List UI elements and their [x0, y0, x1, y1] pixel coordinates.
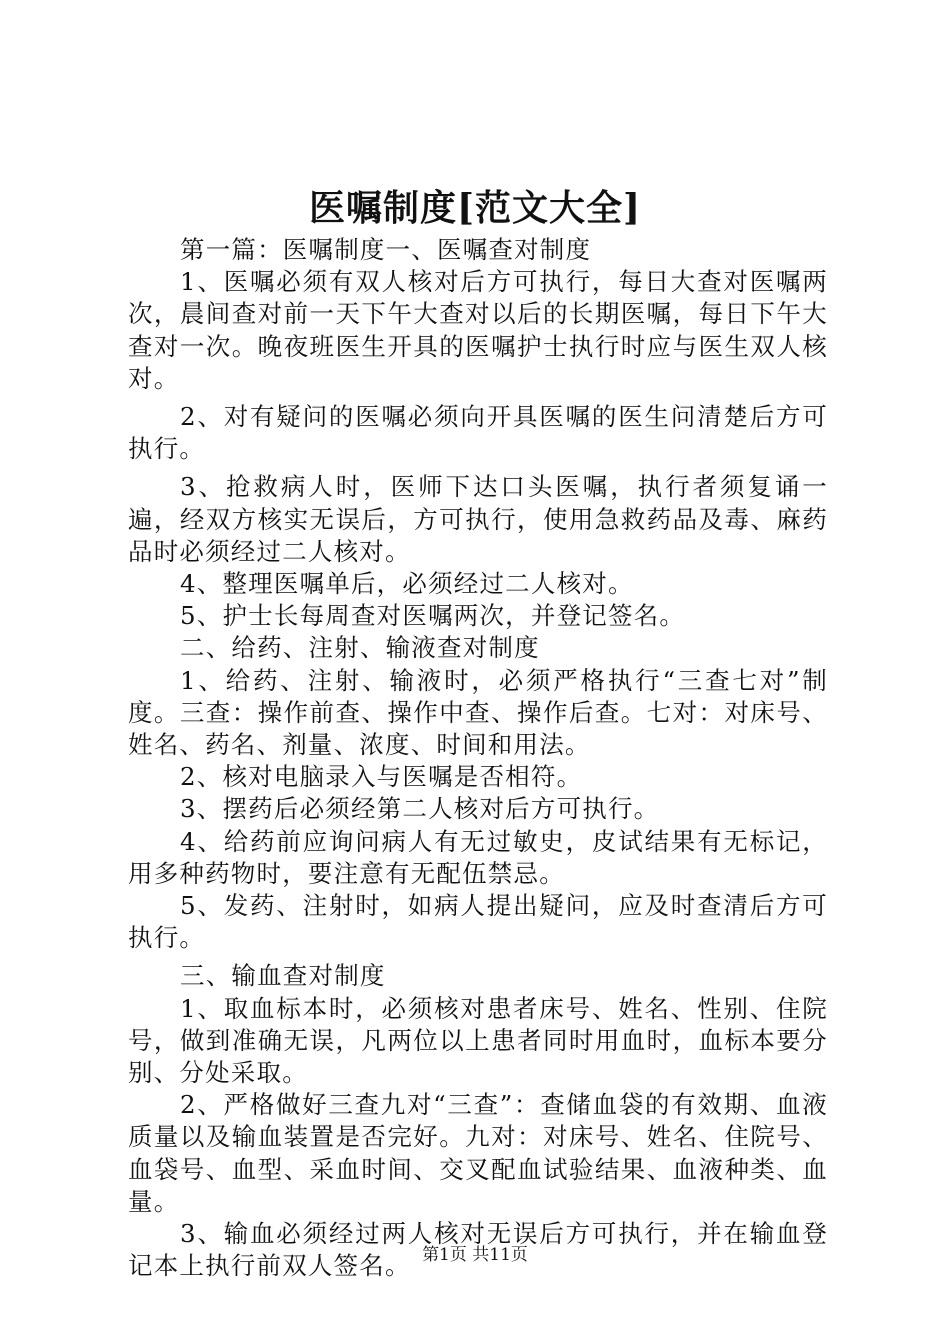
section-heading-3: 三、输血查对制度 [180, 961, 386, 991]
document-body [128, 234, 828, 1283]
paragraph: 1、取血标本时，必须核对患者床号、姓名、性别、住院号，做到准确无误，凡两位以上患者同时用血时，血标本要分别、分处采取。 [128, 993, 828, 1088]
document-title: 医嘱制度[范文大全] [308, 187, 642, 229]
section-heading-1: 第一篇：医嘱制度一、医嘱查对制度 [180, 235, 592, 264]
section-heading-2: 二、给药、注射、输液查对制度 [180, 633, 540, 663]
paragraph: 2、对有疑问的医嘱必须向开具医嘱的医生问清楚后方可执行。 [128, 402, 828, 464]
page-footer: 第1页 共11页 [422, 1245, 528, 1265]
paragraph: 3、摆药后必须经第二人核对后方可执行。 [180, 794, 660, 824]
paragraph: 4、给药前应询问病人有无过敏史，皮试结果有无标记，用多种药物时，要注意有无配伍禁忌。 [128, 826, 828, 888]
paragraph: 5、发药、注射时，如病人提出疑问，应及时查清后方可执行。 [128, 891, 828, 953]
paragraph: 3、抢救病人时，医师下达口头医嘱，执行者须复诵一遍，经双方核实无误后，方可执行，使用急救药品及毒、麻药品时必须经过二人核对。 [128, 472, 828, 566]
paragraph: 3、输血必须经过两人核对无误后方可执行，并在输血登记本上执行前双人签名。 [128, 1219, 828, 1281]
paragraph: 4、整理医嘱单后，必须经过二人核对。 [180, 569, 634, 599]
paragraph: 1、给药、注射、输液时，必须严格执行“三查七对”制度。三查：操作前查、操作中查、操作后查。七对：对床号、姓名、药名、剂量、浓度、时间和用法。 [128, 665, 828, 760]
paragraph: 2、严格做好三查九对“三查”：查储血袋的有效期、血液质量以及输血装置是否完好。九对：对床号、姓名、住院号、血袋号、血型、采血时间、交叉配血试验结果、血液种类、血量。 [128, 1090, 828, 1216]
paragraph: 1、医嘱必须有双人核对后方可执行，每日大查对医嘱两次，晨间查对前一天下午大查对以后的长期医嘱，每日下午大查对一次。晚夜班医生开具的医嘱护士执行时应与医生双人核对。 [128, 267, 828, 393]
paragraph: 5、护士长每周查对医嘱两次，并登记签名。 [180, 601, 686, 631]
paragraph: 2、核对电脑录入与医嘱是否相符。 [180, 762, 583, 792]
